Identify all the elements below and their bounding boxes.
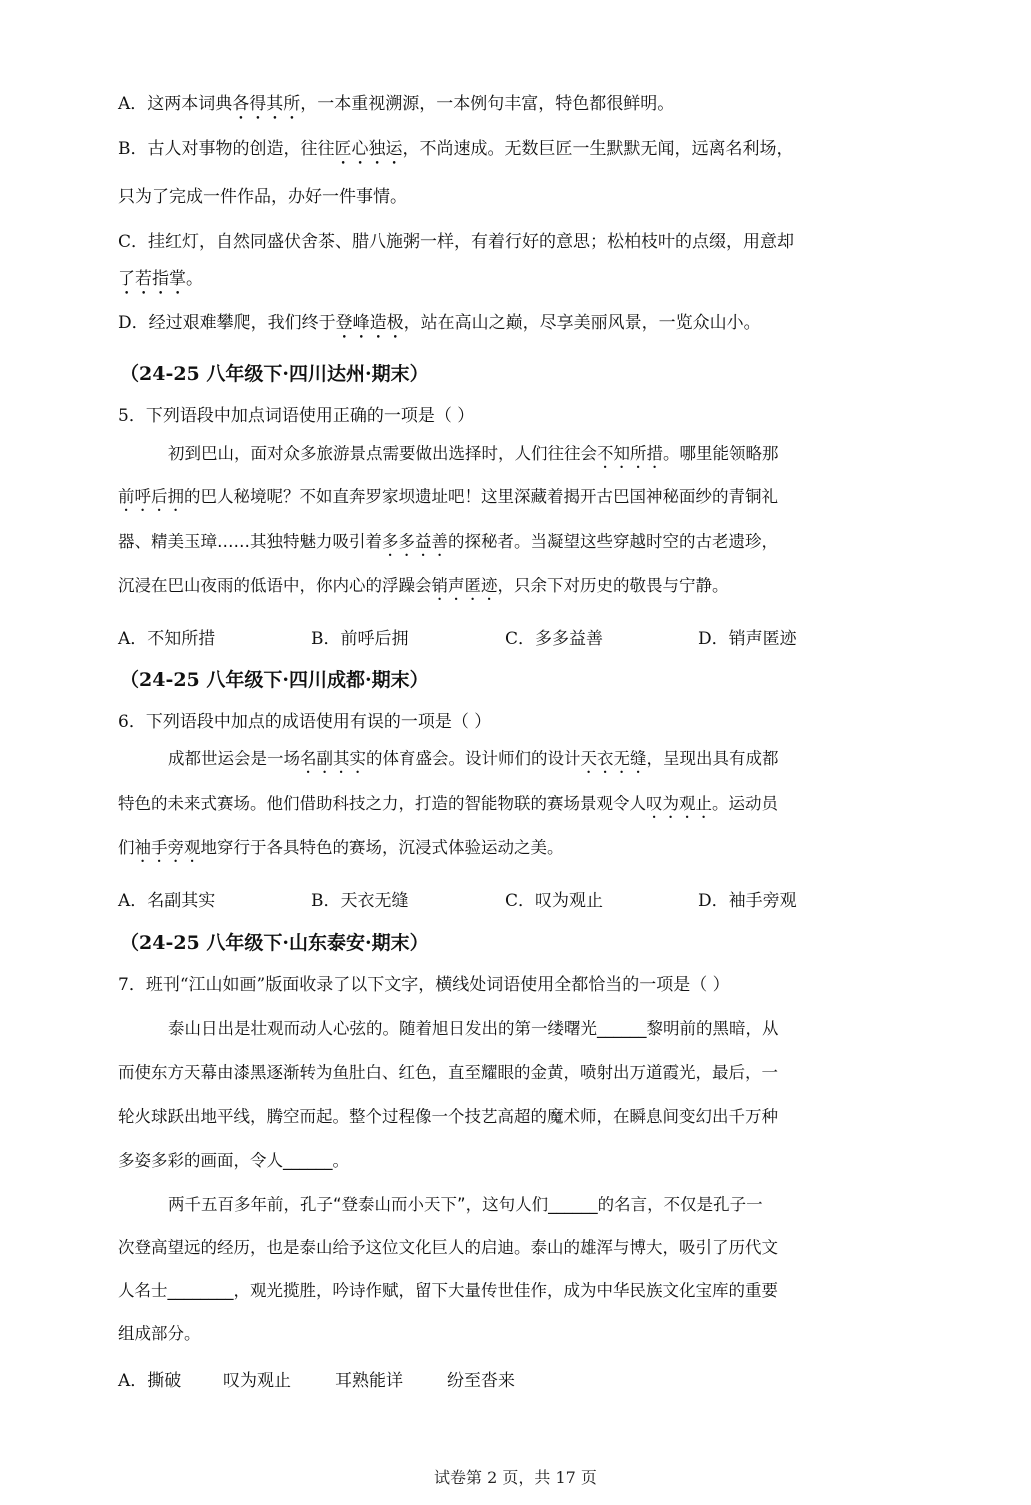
- emphasized-phrase: 多多益善: [382, 532, 448, 551]
- emphasized-phrase: 匠心独运: [334, 139, 403, 159]
- q5-option-a: A．不知所措: [118, 629, 216, 649]
- q6-passage-line3: [118, 837, 564, 866]
- q5-passage-line1: [168, 443, 779, 472]
- q7-passage-line6: 次登高望远的经历，也是泰山给予这位文化巨人的启迪。泰山的雄浑与博大，吸引了历代文: [118, 1238, 778, 1257]
- text: 的体育盛会。设计师们的设计: [366, 749, 581, 768]
- emphasized-phrase: 袖手旁观: [134, 838, 201, 857]
- text: A．这两本词典: [118, 94, 233, 114]
- q7-passage-line8: 组成部分。: [118, 1324, 201, 1343]
- emphasized-phrase: 不知所措: [597, 444, 663, 463]
- q6-option-c: C．叹为观止: [505, 891, 604, 911]
- q5-passage-line4: [118, 575, 729, 604]
- q6-question: 6．下列语段中加点的成语使用有误的一项是（ ）: [118, 712, 492, 732]
- emphasized-phrase: 天衣无缝: [580, 749, 647, 768]
- section-6-title: （24-25 八年级下·四川成都·期末）: [120, 669, 429, 691]
- text: 沉浸在巴山夜雨的低语中，你内心的浮躁会: [118, 576, 432, 595]
- section-5-title: （24-25 八年级下·四川达州·期末）: [120, 363, 429, 385]
- q4-option-a: [118, 93, 674, 124]
- text: 成都世运会是一场: [168, 749, 300, 768]
- section-7-title: （24-25 八年级下·山东泰安·期末）: [120, 932, 429, 954]
- q5-passage-line3: [118, 531, 778, 560]
- q5-question: 5．下列语段中加点词语使用正确的一项是（ ）: [118, 406, 475, 426]
- emphasized-phrase: 了若指掌: [118, 269, 186, 289]
- q6-option-d: D．袖手旁观: [698, 891, 797, 911]
- q6-option-b: B．天衣无缝: [311, 891, 409, 911]
- q7-passage-line7: 人名士________，观光揽胜，吟诗作赋，留下大量传世佳作，成为中华民族文化宝库的重要: [118, 1281, 778, 1300]
- q5-option-c: C．多多益善: [505, 629, 604, 649]
- q6-passage-line2: [118, 793, 778, 822]
- emphasized-phrase: 登峰造极: [335, 313, 404, 333]
- q5-passage-line2: [118, 486, 778, 515]
- text: 。: [186, 269, 203, 289]
- q7-passage-line1: 泰山日出是壮观而动人心弦的。随着旭日发出的第一缕曙光______黎明前的黑暗，从: [168, 1019, 779, 1038]
- q7-passage-line5: 两千五百多年前，孔子“登泰山而小天下”，这句人们______的名言，不仅是孔子一: [168, 1195, 763, 1214]
- q4-option-d: [118, 312, 761, 343]
- q7-option-a-term2: 叹为观止: [223, 1371, 291, 1391]
- text: 。哪里能领略那: [663, 444, 779, 463]
- text: ，不尚速成。无数巨匠一生默默无闻，远离名利场，: [402, 139, 794, 159]
- text: 的探秘者。当凝望这些穿越时空的古老遗珍，: [448, 532, 778, 551]
- text: D．经过艰难攀爬，我们终于: [118, 313, 336, 333]
- text: B．古人对事物的创造，往往: [118, 139, 335, 159]
- q6-option-a: A．名副其实: [118, 891, 216, 911]
- q4-option-b-line1: [118, 138, 794, 169]
- q7-passage-line2: 而使东方天幕由漆黑逐渐转为鱼肚白、红色，直至耀眼的金黄，喷射出万道霞光，最后，一: [118, 1063, 778, 1082]
- emphasized-phrase: 销声匿迹: [431, 576, 498, 595]
- emphasized-phrase: 名副其实: [300, 749, 366, 768]
- text: 们: [118, 838, 135, 857]
- q7-option-a-term4: 纷至沓来: [447, 1371, 515, 1391]
- q5-option-d: D．销声匿迹: [698, 629, 797, 649]
- q7-question: 7．班刊“江山如画”版面收录了以下文字，横线处词语使用全都恰当的一项是（ ）: [118, 975, 730, 995]
- q5-option-b: B．前呼后拥: [311, 629, 409, 649]
- q7-option-a-label: A．撕破: [118, 1371, 182, 1391]
- q6-passage-line1: [168, 748, 779, 777]
- text: ，呈现出具有成都: [646, 749, 779, 768]
- q7-passage-line3: 轮火球跃出地平线，腾空而起。整个过程像一个技艺高超的魔术师，在瞬息间变幻出千万种: [118, 1107, 778, 1126]
- text: 初到巴山，面对众多旅游景点需要做出选择时，人们往往会: [168, 444, 597, 463]
- text: ，站在高山之巅，尽享美丽风景，一览众山小。: [403, 313, 761, 333]
- q7-option-a-term3: 耳熟能详: [335, 1371, 403, 1391]
- q4-option-c-line1: C．挂红灯，自然同盛伏舍茶、腊八施粥一样，有着行好的意思；松柏枝叶的点缀，用意却: [118, 232, 795, 252]
- q4-option-b-line2: 只为了完成一件作品，办好一件事情。: [118, 187, 407, 207]
- q4-option-c-line2: [118, 268, 203, 299]
- text: ，只余下对历史的敬畏与宁静。: [497, 576, 729, 595]
- q7-passage-line4: 多姿多彩的画面，令人______。: [118, 1151, 349, 1170]
- text: 。运动员: [712, 794, 778, 813]
- text: 的巴人秘境呢？不如直奔罗家坝遗址吧！这里深藏着揭开古巴国神秘面纱的青铜礼: [184, 487, 778, 506]
- text: 地穿行于各具特色的赛场，沉浸式体验运动之美。: [200, 838, 564, 857]
- page-footer: 试卷第 2 页，共 17 页: [434, 1468, 597, 1487]
- emphasized-phrase: 叹为观止: [646, 794, 712, 813]
- text: 特色的未来式赛场。他们借助科技之力，打造的智能物联的赛场景观令人: [118, 794, 646, 813]
- emphasized-phrase: 各得其所: [232, 94, 301, 114]
- emphasized-phrase: 前呼后拥: [118, 487, 184, 506]
- text: ，一本重视溯源，一本例句丰富，特色都很鲜明。: [300, 94, 675, 114]
- text: 器、精美玉璋……其独特魅力吸引着: [118, 532, 382, 551]
